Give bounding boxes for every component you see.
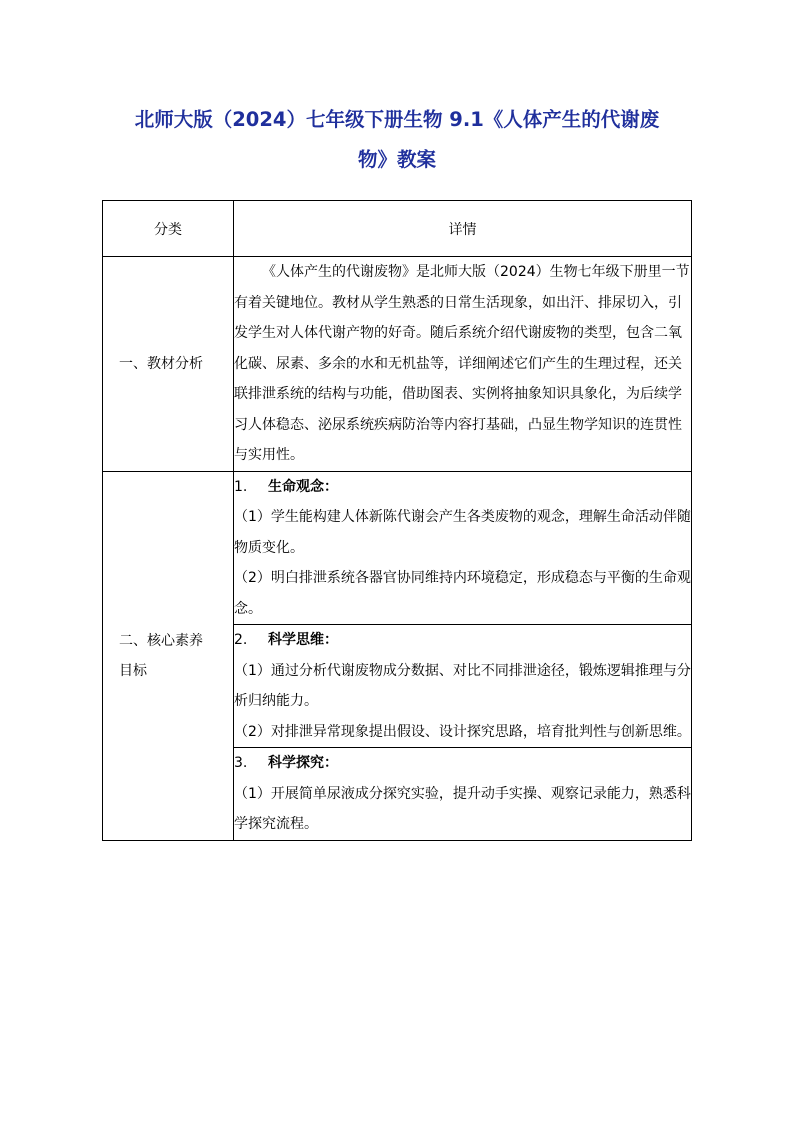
page-title-line1: 北师大版（2024）七年级下册生物 9.1《人体产生的代谢废: [134, 108, 660, 131]
table-row-textbook-analysis: [103, 257, 692, 472]
analysis-paragraph: 《人体产生的代谢废物》是北师大版（2024）生物七年级下册里一节有着关键地位。教材从学生熟悉的日常生活现象，如出汗、排尿切入，引发学生对人体代谢产物的好奇。随后系统介绍代谢废物的类型，包含二氧化碳、尿素、多余的水和无机盐等，详细阐述它们产生的生理过程，还关联排泄系统的结构与功能，借助图表、实例将抽象知识具象化，为后续学习人体稳态、泌尿系统疾病防治等内容打基础，凸显生物学知识的连贯性与实用性。: [234, 264, 690, 463]
section-item: （2）明白排泄系统各器官协同维持内环境稳定，形成稳态与平衡的生命观念。: [234, 570, 691, 617]
category-label: 二、核心素养 目标: [119, 632, 203, 679]
category-label: 一、教材分析: [119, 355, 203, 372]
section-life-concept: [234, 471, 692, 625]
details-cell: [234, 257, 692, 472]
category-cell: [103, 471, 234, 840]
page-title: [102, 100, 692, 180]
lesson-plan-table: [102, 200, 692, 841]
category-cell: [103, 257, 234, 472]
section-scientific-inquiry: [234, 748, 692, 841]
section-item: （1）学生能构建人体新陈代谢会产生各类废物的观念，理解生命活动伴随物质变化。: [234, 509, 691, 556]
section-item: （1）通过分析代谢废物成分数据、对比不同排泄途径，锻炼逻辑推理与分析归纳能力。: [234, 662, 691, 709]
section-item: （2）对排泄异常现象提出假设、设计探究思路，培育批判性与创新思维。: [234, 723, 691, 740]
section-heading: 3. 科学探究：: [234, 755, 338, 771]
section-scientific-thinking: [234, 625, 692, 748]
section-heading: 1. 生命观念：: [234, 478, 338, 495]
section-item: （1）开展简单尿液成分探究实验，提升动手实操、观察记录能力，熟悉科学探究流程。: [234, 785, 691, 832]
page-title-line2: 物》教案: [357, 148, 436, 171]
table-header-row: [103, 201, 692, 257]
table-row-core-literacy: [103, 471, 692, 625]
section-heading: 2. 科学思维：: [234, 632, 338, 648]
header-details: 详情: [234, 201, 692, 257]
header-category: 分类: [103, 201, 234, 257]
